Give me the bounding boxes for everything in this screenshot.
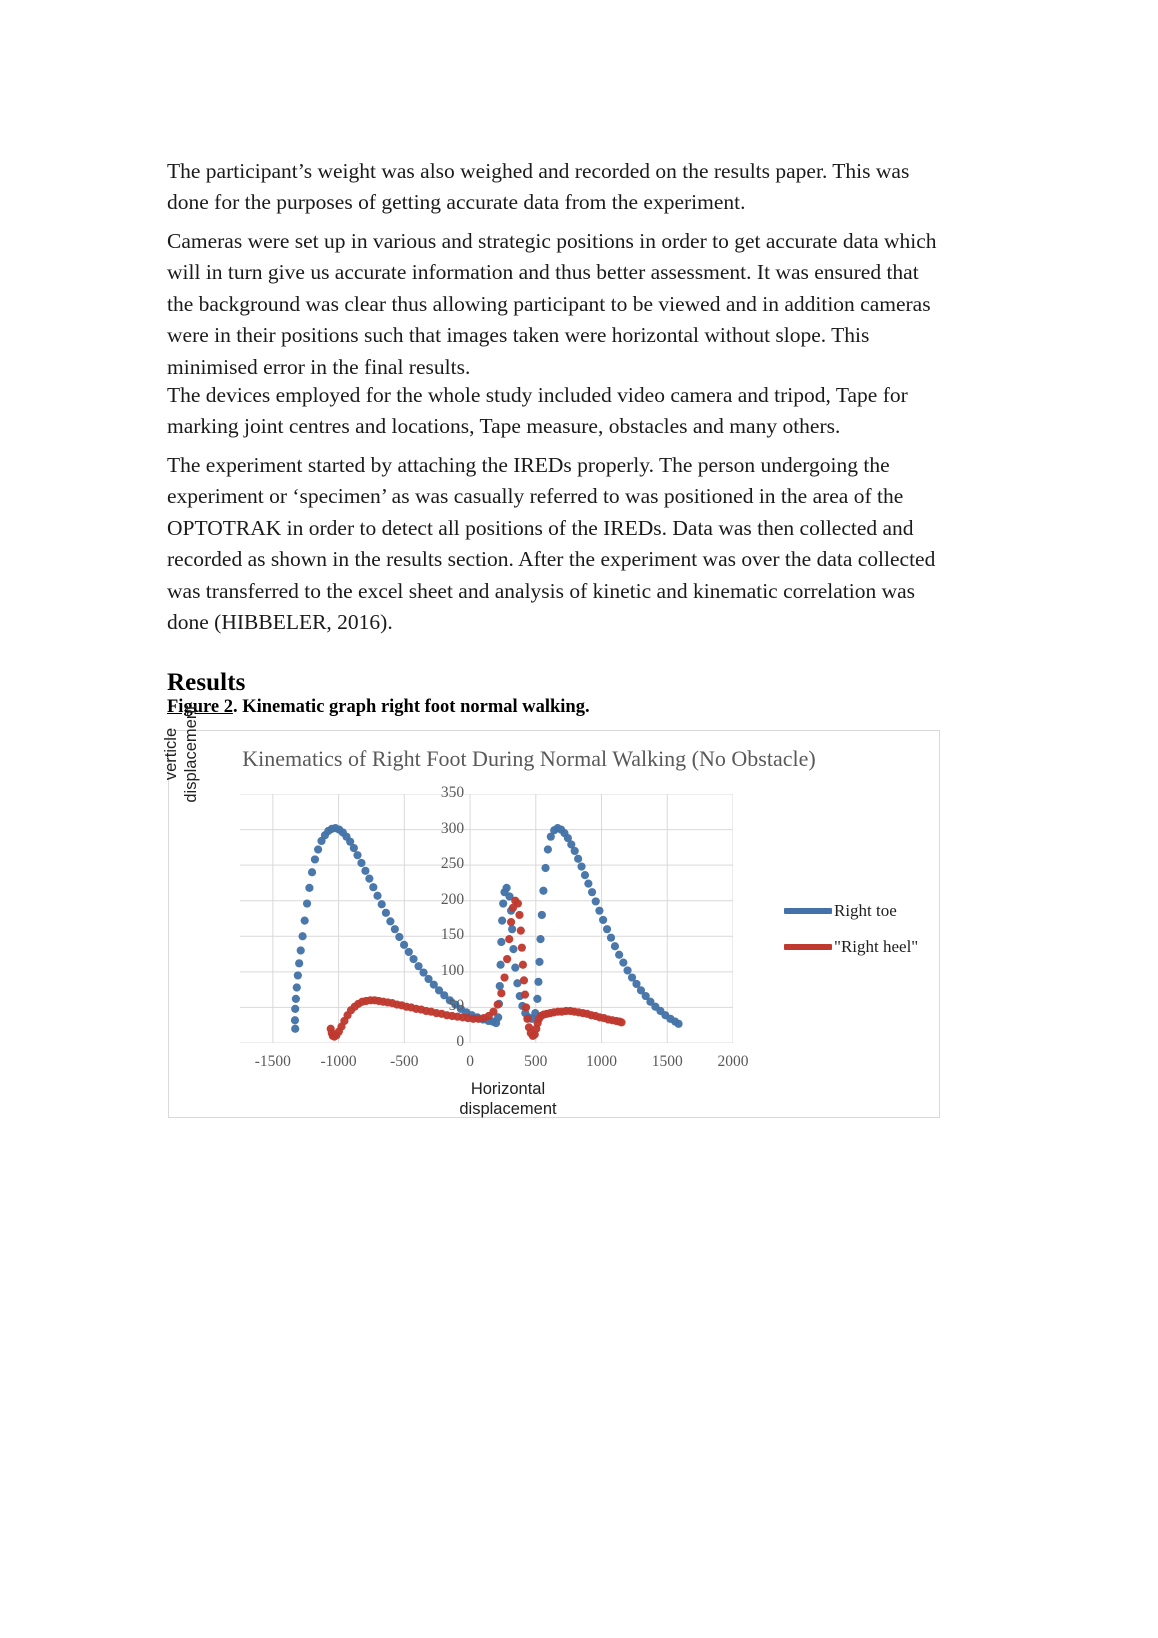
y-tick-label: 300 bbox=[440, 819, 465, 837]
x-tick-label: 1500 bbox=[651, 1053, 683, 1070]
paragraph-2: Cameras were set up in various and strategic positions in order to get accurate data which will in turn give us accurate information and thus better assessment. It was ensured that the background was clear thus allowing participant to be viewed and in addition cameras were in their positions such that images taken were horizontal without slope. This minimised error in the final results. bbox=[167, 228, 937, 379]
x-tick-label: 500 bbox=[524, 1053, 548, 1070]
y-tick-label: 250 bbox=[440, 855, 465, 873]
x-axis-title: Horizontal displacement bbox=[459, 1080, 557, 1118]
legend-label-right-heel: "Right heel" bbox=[834, 937, 919, 956]
legend-swatch-right-heel bbox=[784, 944, 832, 950]
chart-legend bbox=[784, 893, 934, 965]
x-tick-label: 0 bbox=[466, 1053, 474, 1070]
x-tick-label: 2000 bbox=[717, 1053, 749, 1070]
y-axis-title bbox=[161, 679, 201, 829]
legend-swatch-right-toe bbox=[784, 908, 832, 914]
y-tick-label: 100 bbox=[440, 961, 465, 979]
plot-area bbox=[240, 794, 733, 1043]
chart-title: Kinematics of Right Foot During Normal Walking (No Obstacle) bbox=[242, 746, 816, 771]
legend-item-right-toe bbox=[784, 893, 934, 929]
y-tick-label: 50 bbox=[448, 997, 465, 1015]
legend-item-right-heel bbox=[784, 929, 934, 965]
x-tick-label: -1000 bbox=[320, 1053, 357, 1070]
figure-caption bbox=[167, 697, 590, 718]
figure-caption-text: . Kinematic graph right foot normal walking. bbox=[232, 697, 590, 717]
y-axis-title-line-2: displacement bbox=[182, 705, 200, 803]
legend-label-right-toe: Right toe bbox=[834, 901, 897, 920]
y-tick-label: 150 bbox=[440, 926, 465, 944]
x-tick-label: -500 bbox=[390, 1053, 419, 1070]
y-axis-title-line-1: verticle bbox=[162, 727, 180, 781]
section-heading-results: Results bbox=[167, 668, 246, 696]
y-tick-label: 200 bbox=[440, 890, 465, 908]
x-tick-label: 1000 bbox=[586, 1053, 618, 1070]
y-tick-label: 0 bbox=[456, 1033, 465, 1050]
paragraph-1: The participant’s weight was also weighed and recorded on the results paper. This was done for the purposes of getting accurate data from the experiment. bbox=[167, 158, 910, 215]
plot-svg bbox=[240, 794, 733, 1043]
x-tick-label: -1500 bbox=[254, 1053, 291, 1070]
paragraph-3: The devices employed for the whole study included video camera and tripod, Tape for marking joint centres and locations, Tape measure, obstacles and many others. bbox=[167, 382, 908, 439]
paragraph-4: The experiment started by attaching the IREDs properly. The person undergoing the experiment or ‘specimen’ as was casually referred to was positioned in the area of the OPTOTRAK in order to detect all positions of the IREDs. Data was then collected and recorded as shown in the results section. After the experiment was over the data collected was transferred to the excel sheet and analysis of kinetic and kinematic correlation was done (HIBBELER, 2016). bbox=[167, 452, 936, 635]
y-tick-label: 350 bbox=[440, 784, 465, 801]
figure-caption-label: Figure 2 bbox=[167, 697, 233, 717]
